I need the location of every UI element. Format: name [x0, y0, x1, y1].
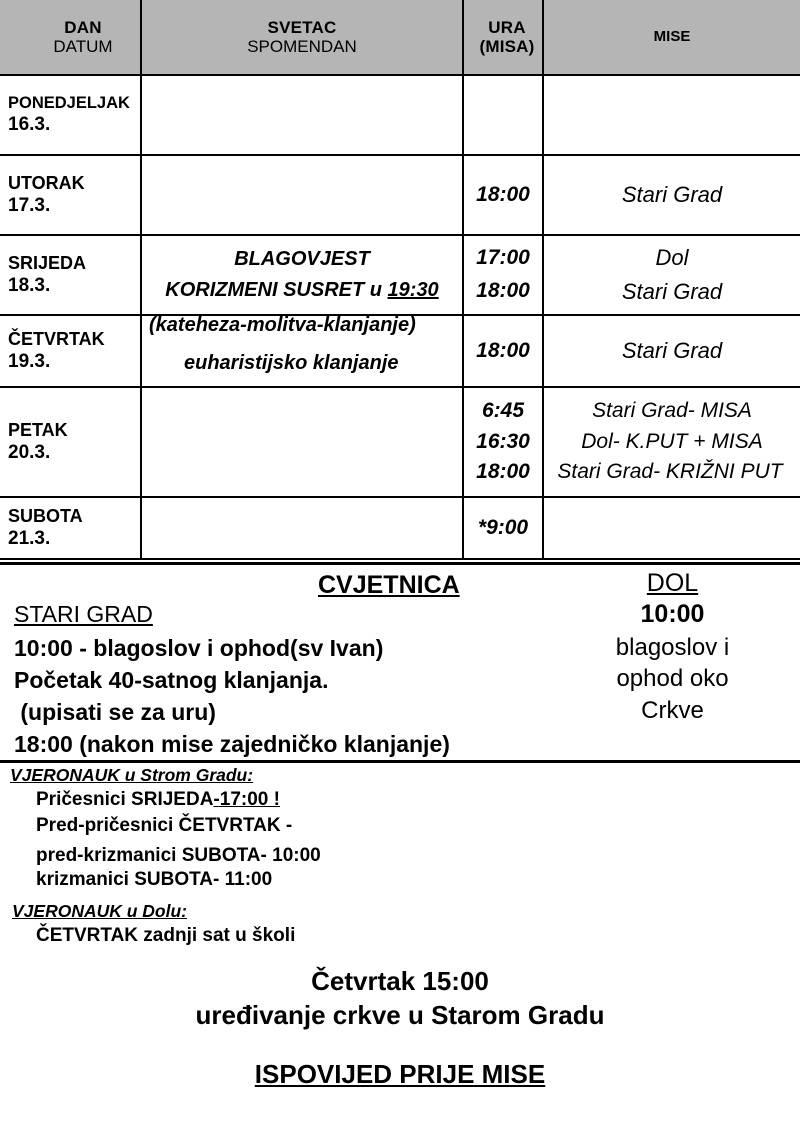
table-body — [0, 75, 800, 559]
mise-value: Stari Grad — [621, 181, 723, 207]
day-cell-subota — [0, 497, 141, 559]
vjeronauk-item: Pred-pričesnici ČETVRTAK - — [36, 815, 293, 836]
table-header — [0, 0, 800, 75]
ura-cell-petak — [463, 387, 543, 497]
ura-value: 18:00 — [476, 460, 530, 484]
day-cell-petak — [0, 387, 141, 497]
column-header-svetac-bottom: SPOMENDAN — [247, 37, 357, 56]
svetac-cell-subota — [141, 497, 463, 559]
day-name: PONEDJELJAK — [8, 93, 130, 112]
cvjetnica-stari-grad-panel — [0, 565, 545, 760]
vjeronauk-item-text: Pričesnici SRIJEDA — [36, 789, 214, 810]
table-row — [0, 235, 800, 315]
ura-value: 18:00 — [476, 279, 530, 302]
cvjetnica-title: CVJETNICA — [318, 571, 460, 599]
day-date: 21.3. — [8, 528, 51, 550]
day-name: PETAK — [8, 419, 68, 440]
table-row — [0, 387, 800, 497]
mise-cell-cetvrtak — [543, 315, 800, 387]
vjeronauk-heading-stari-grad: VJERONAUK u Strom Gradu: — [10, 765, 254, 785]
footer-line-ispovijed: ISPOVIJED PRIJE MISE — [254, 1058, 546, 1089]
ura-cell-subota — [463, 497, 543, 559]
footer-section — [0, 965, 800, 1090]
mise-cell-subota — [543, 497, 800, 559]
column-header-svetac — [141, 0, 463, 75]
day-date: 18.3. — [8, 275, 51, 297]
svetac-cell-ponedjeljak — [141, 75, 463, 155]
mise-cell-utorak — [543, 155, 800, 235]
svetac-korizmeni-time: 19:30 — [387, 279, 439, 301]
column-header-ura — [463, 0, 543, 75]
column-header-mise-label: MISE — [653, 28, 691, 45]
svetac-cell-utorak — [141, 155, 463, 235]
column-header-dan-top: DAN — [64, 17, 102, 37]
ura-cell-utorak — [463, 155, 543, 235]
vjeronauk-item-time: -17:00 ! — [213, 789, 280, 810]
day-cell-ponedjeljak — [0, 75, 141, 155]
cvjetnica-section — [0, 562, 800, 763]
vjeronauk-item: pred-krizmanici SUBOTA- 10:00 — [36, 845, 321, 866]
day-date: 20.3. — [8, 442, 51, 464]
column-header-mise — [543, 0, 800, 75]
stari-grad-line: (upisati se za uru) — [14, 698, 216, 725]
vjeronauk-item — [36, 789, 280, 811]
stari-grad-line: 18:00 (nakon mise zajedničko klanjanje) — [14, 730, 450, 757]
mise-value: Stari Grad — [621, 279, 723, 304]
dol-line: blagoslov i — [615, 633, 730, 661]
day-date: 19.3. — [8, 351, 51, 373]
vjeronauk-heading-dol: VJERONAUK u Dolu: — [12, 901, 187, 921]
day-name: ČETVRTAK — [8, 328, 105, 349]
dol-time: 10:00 — [640, 600, 705, 628]
vjeronauk-item: ČETVRTAK zadnji sat u školi — [36, 925, 296, 946]
dol-line: ophod oko — [616, 665, 729, 693]
ura-value: 17:00 — [476, 246, 530, 270]
svetac-line-kateheza: (kateheza-molitva-klanjanje) — [149, 314, 416, 336]
stari-grad-line: Početak 40-satnog klanjanja. — [14, 666, 329, 693]
column-header-ura-top: URA — [488, 17, 526, 37]
svetac-cell-srijeda — [141, 235, 463, 315]
table-header-row — [0, 0, 800, 75]
footer-line-uredivanje: uređivanje crkve u Starom Gradu — [195, 999, 605, 1030]
svetac-line-korizmeni-susret — [142, 275, 462, 306]
day-cell-utorak — [0, 155, 141, 235]
day-name: SUBOTA — [8, 505, 83, 526]
column-header-svetac-top: SVETAC — [267, 17, 337, 37]
svetac-line-euharistijsko: euharistijsko klanjanje — [184, 352, 399, 374]
table-row — [0, 75, 800, 155]
ura-value: 6:45 — [481, 399, 525, 423]
table-row — [0, 315, 800, 387]
day-date: 17.3. — [8, 195, 51, 217]
column-header-dan-bottom: DATUM — [53, 37, 113, 56]
mise-value: Stari Grad- MISA — [592, 399, 752, 423]
day-cell-cetvrtak — [0, 315, 141, 387]
vjeronauk-section — [0, 763, 800, 958]
mise-cell-ponedjeljak — [543, 75, 800, 155]
mass-schedule-table — [0, 0, 800, 560]
ura-cell-ponedjeljak — [463, 75, 543, 155]
mise-cell-petak — [543, 387, 800, 497]
day-cell-srijeda — [0, 235, 141, 315]
table-row — [0, 155, 800, 235]
day-name: UTORAK — [8, 172, 85, 193]
column-header-dan — [0, 0, 141, 75]
svetac-cell-petak — [141, 387, 463, 497]
dol-line: Crkve — [641, 697, 704, 725]
svetac-korizmeni-text: KORIZMENI SUSRET u — [165, 279, 388, 301]
cvjetnica-dol-panel — [545, 565, 800, 760]
ura-value: 16:30 — [476, 429, 530, 453]
column-header-ura-bottom: (MISA) — [479, 37, 535, 56]
day-name: SRIJEDA — [8, 252, 87, 273]
day-date: 16.3. — [8, 114, 51, 136]
mise-cell-srijeda — [543, 235, 800, 315]
stari-grad-line: 10:00 - blagoslov i ophod(sv Ivan) — [14, 635, 384, 661]
vjeronauk-item: krizmanici SUBOTA- 11:00 — [36, 869, 273, 890]
stari-grad-details — [14, 633, 450, 761]
ura-value: *9:00 — [477, 515, 529, 539]
ura-value: 18:00 — [476, 182, 530, 206]
table-row — [0, 497, 800, 559]
footer-line-cetvrtak: Četvrtak 15:00 — [311, 966, 489, 996]
mise-value: Stari Grad- KRIŽNI PUT — [557, 460, 783, 484]
ura-cell-cetvrtak — [463, 315, 543, 387]
svetac-line-blagovjest: BLAGOVJEST — [234, 248, 370, 270]
ura-cell-srijeda — [463, 235, 543, 315]
mise-value: Dol- K.PUT + MISA — [581, 429, 763, 453]
dol-label: DOL — [646, 569, 699, 597]
ura-value: 18:00 — [476, 338, 530, 362]
mise-value: Dol — [655, 244, 689, 270]
svetac-cell-cetvrtak — [141, 315, 463, 387]
stari-grad-label: STARI GRAD — [14, 601, 153, 627]
mise-value: Stari Grad — [621, 337, 723, 363]
